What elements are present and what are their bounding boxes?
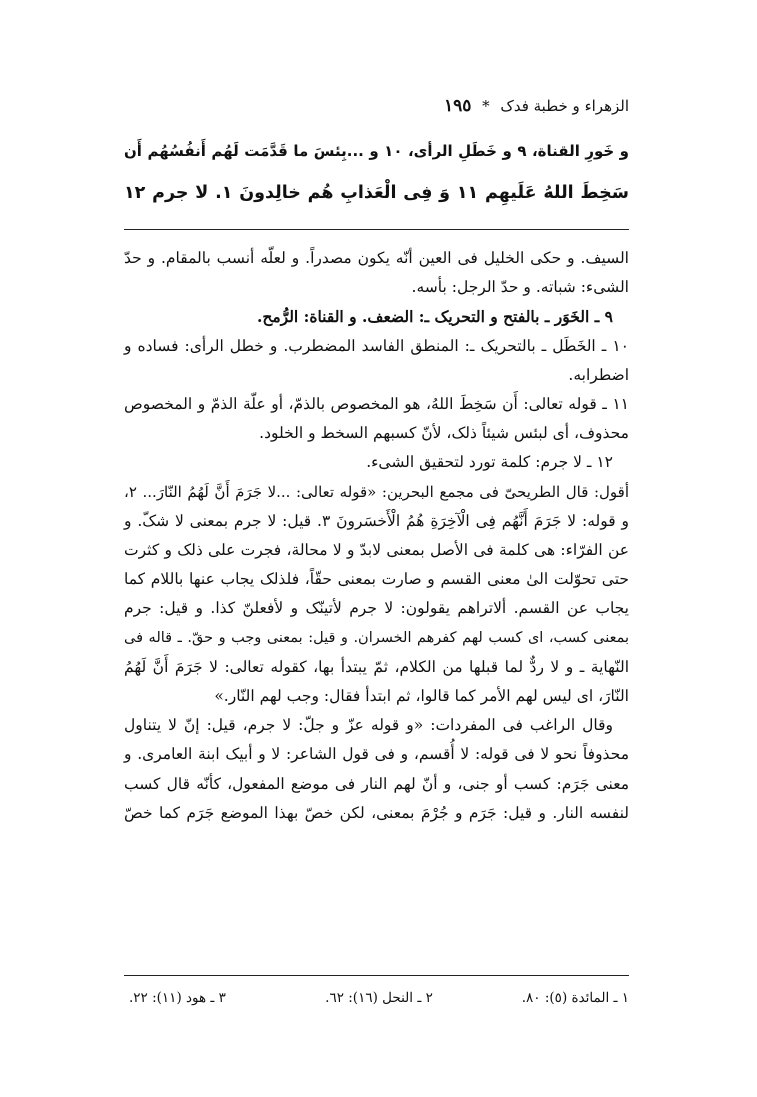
note-9: ٩ ـ الخَوَر ـ بالفتح و التحریک ـ: الضعف. و القناة: الرُّمح. [256,307,613,327]
header-divider [124,229,629,230]
running-title: الزهراء و خطبة فدک [500,97,629,115]
note-line: الشیء: شباته. و حدّ الرجل: بأسه. [411,278,629,297]
note-10: ١٠ ـ الخَطَل ـ بالتحریک ـ: المنطق الفاسد المضطرب. و خطل الرأی: فساده و [124,336,629,355]
sermon-text [124,130,629,214]
note-line: یجاب عن القسم. ألاتراهم یقولون: لا جرم لأتینّک و لأفعلنّ کذا. و قیل: جرم [124,599,629,618]
note-12: ١٢ ـ لا جرم: کلمة تورد لتحقیق الشیء. [366,453,613,472]
sermon-line-2: سَخِطَ اللهُ عَلَيهِم ١١ وَ فِی الْعَذابِ هُم خالِدونَ ١. لا جرم ١٢ [124,183,629,203]
sermon-line-1: و خَورِ القناة، ٩ و خَطَلِ الرأی، ١٠ و ...بِئسَ ما قَدَّمَت لَهُم أَنفُسُهُم أَن [124,142,630,160]
note-line: محذوفاً نحو لا فی قوله: لا أُقسم، و فی قول الشاعر: لا و أبیک ابنة العامری. و [124,745,629,764]
note-line: النّهایة ـ و لا ردٌّ لما قبلها من الکلام، ثمّ یبتدأ بها، کقوله تعالی: لا جَرَمَ أَنَّ لَهُمُ [124,657,629,676]
note-line: بمعنی کسب، ای کسب لهم کفرهم الخسران. و قیل: بمعنی وجب و حقّ. ـ قاله فی [124,629,629,646]
note-line: و قوله: لا جَرَمَ أَنَّهُم فِی الْآخِرَةِ هُمُ الْأَخسَرونَ ٣. قیل: لا جرم بمعنی لا شکّ. و [124,511,629,530]
note-line: لنفسه النار. و قیل: جَرَم و جُرْمَ بمعنی، لکن خصّ بهذا الموضع جَرَم کما خصّ [124,803,629,822]
note-line: السیف. و حکی الخلیل فی العین أنّه یکون مصدراً. و لعلّه أنسب بالمقام. و حدّ [124,249,629,267]
note-line: النّارَ، ای لیس لهم الأمر کما قالوا، ثم ابتدأ فقال: وجب لهم النّار.» [214,687,629,706]
footnote-divider [124,975,629,976]
footnote-3: ٣ ـ هود (١١): ٢٢. [129,990,226,1006]
note-line: اضطرابه. [568,365,629,384]
page-number: ١٩٥ [443,96,472,116]
note-line: وقال الراغب فی المفردات: «و قوله عزّ و جلّ: لا جرم، قیل: إنّ لا یتناول [124,716,613,735]
footnotes [124,988,629,1008]
note-line: محذوف، أی لبئس شیئاً ذلک، لأنّ کسبهم السخط و الخلود. [259,424,629,443]
note-line: أقول: قال الطریحیّ فی مجمع البحرین: «قوله تعالی: ...لا جَرَمَ أَنَّ لَهُمُ النّارَ... ٢، [124,482,629,501]
note-11: ١١ ـ قوله تعالی: أَن سَخِطَ اللهُ، هو المخصوص بالذمّ، أو علّة الذمّ و المخصوص [124,395,629,414]
note-line: عن الفرّاء: هی کلمة فی الأصل بمعنی لابدّ و لا محالة، فجرت علی ذلک و کثرت [124,541,629,560]
footnote-2: ٢ ـ النحل (١٦): ٦٢. [325,990,433,1006]
note-line: معنی جَرَم: کسب أو جنی، و أنّ لهم النار فی موضع المفعول، کأنّه قال کسب [124,774,629,793]
footnote-1: ١ ـ المائدة (٥): ٨٠. [521,990,629,1006]
running-header [129,96,629,116]
header-separator: * [482,97,490,115]
note-line: حتی تحوّلت الیٰ معنی القسم و صارت بمعنی حقّاً، فلذلک یجاب عنها باللام کما [124,570,629,589]
commentary-notes [124,244,629,828]
